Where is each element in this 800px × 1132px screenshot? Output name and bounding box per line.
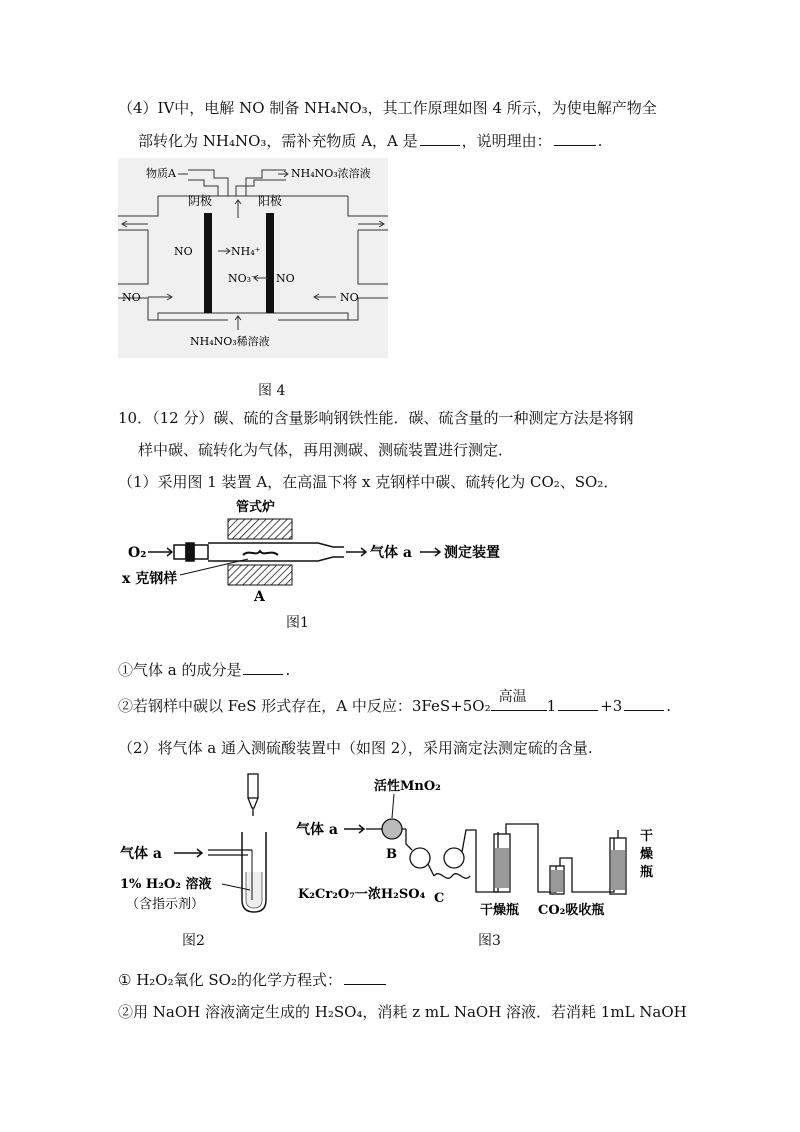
fig3-k2cr2o7-label: K₂Cr₂O₇一浓H₂SO₄	[298, 887, 426, 902]
fig2-gas-arrow	[174, 849, 202, 857]
fig4-anode-plate	[266, 213, 274, 313]
fig2-burette	[248, 774, 258, 816]
answer-blank-gas-a[interactable]	[243, 660, 283, 675]
fig3-co2-bottle-label: CO₂吸收瓶	[538, 903, 605, 918]
q1-item2	[118, 689, 672, 716]
fig1-sample-label: x 克钢样	[122, 571, 178, 587]
fig4-cathode-plate	[204, 213, 212, 313]
fig4-no-inlet-left: NO	[122, 291, 141, 304]
fig4-no3: NO₃⁻	[228, 272, 257, 285]
fig4-caption: 图 4	[258, 383, 286, 399]
fig1-gas-a-label: 气体 a	[370, 545, 412, 561]
fig3-b-label: B	[386, 847, 397, 862]
q1-item1-text: ①气体 a 的成分是	[118, 661, 242, 679]
figure-2-test-tube	[118, 772, 288, 922]
fig3-gas-arrow	[344, 825, 364, 833]
fig3-vertical-label-1: 干	[640, 829, 654, 844]
fig3-dry-bottle-label: 干燥瓶	[480, 903, 520, 918]
fig1-measure-arrow	[420, 548, 440, 556]
q1-item2-end: .	[666, 697, 672, 715]
q1-item2-coef1: 1	[546, 697, 557, 715]
fig3-vertical-label-3: 瓶	[640, 865, 654, 880]
fig1-furnace-top	[228, 519, 292, 539]
fig2-gas-a-label: 气体 a	[120, 846, 162, 862]
q10-line1: 10．（12 分）碳、硫的含量影响钢铁性能．碳、硫含量的一种测定方法是将钢	[118, 409, 634, 427]
q2-item2: ②用 NaOH 溶液滴定生成的 H₂SO₄，消耗 z mL NaOH 溶液．若消耗 1mL NaOH	[118, 1003, 687, 1021]
fig3-vertical-label-2: 燥	[640, 847, 654, 862]
fig3-mno2-pointer	[392, 794, 394, 818]
fig1-furnace-label: 管式炉	[236, 500, 276, 515]
fig3-final-dry-fill	[611, 850, 625, 890]
fig2-solution-label: 1% H₂O₂ 溶液	[120, 877, 212, 892]
fig1-a-label: A	[254, 589, 265, 605]
figure-1-tube-furnace	[118, 497, 538, 609]
reaction-condition-label: 高温	[498, 689, 527, 705]
q1-item1-end: .	[285, 661, 291, 679]
q1-item2-text: ②若钢样中碳以 FeS 形式存在，A 中反应：3FeS+5O₂	[118, 697, 491, 715]
fig2-caption: 图2	[182, 933, 205, 949]
fig3-c-label: C	[434, 891, 445, 906]
q2-item1-text: ① H₂O₂氧化 SO₂的化学方程式：	[118, 971, 342, 989]
fig1-furnace-bottom	[228, 565, 292, 585]
fig3-dry-bottle-fill	[495, 848, 509, 888]
fig4-substance-a-label: 物质A	[146, 167, 176, 180]
answer-blank-equation[interactable]	[344, 970, 386, 985]
fig4-no-right: NO	[276, 272, 295, 285]
fig4-nh4: NH₄⁺	[231, 245, 261, 258]
fig4-no-left: NO	[174, 245, 193, 258]
q4-line2	[138, 131, 602, 151]
q1-item2-coef2: +3	[600, 697, 623, 715]
fig3-co2-bottle-fill	[551, 870, 563, 892]
answer-blank-reason[interactable]	[554, 131, 596, 146]
q4-line2-text-b: ，说明理由：	[461, 132, 552, 150]
q1-item1	[118, 660, 290, 680]
q10-line3: （1）采用图 1 装置 A，在高温下将 x 克钢样中碳、硫转化为 CO₂、SO₂．	[118, 473, 619, 491]
fig4-background	[118, 158, 388, 358]
fig4-conc-solution-label: NH₄NO₃浓溶液	[291, 167, 371, 180]
figure-4-electrolysis-diagram	[118, 158, 388, 358]
fig1-out-arrow	[346, 548, 366, 556]
fig2-indicator-label: （含指示剂）	[126, 897, 205, 912]
q4-line1: （4）IV中，电解 NO 制备 NH₄NO₃，其工作原理如图 4 所示，为使电解产物全	[118, 99, 657, 117]
answer-blank-product1[interactable]	[558, 696, 598, 711]
fig3-caption: 图3	[478, 933, 501, 949]
fig4-no-inlet-right: NO	[340, 291, 359, 304]
answer-blank-product2[interactable]	[624, 696, 664, 711]
q2-line: （2）将气体 a 通入测硫酸装置中（如图 2），采用滴定法测定硫的含量.	[118, 739, 593, 757]
figure-3-absorption-apparatus	[294, 772, 664, 922]
q2-item1	[118, 970, 388, 990]
fig1-sample-boat	[243, 551, 278, 555]
q10-line2: 样中碳、硫转化为气体，再用测碳、测硫装置进行测定．	[138, 441, 514, 459]
q4-line2-text-c: .	[597, 132, 603, 150]
fig3-gas-a-label: 气体 a	[296, 822, 338, 838]
fig1-o2-label: O₂	[128, 545, 147, 561]
fig1-o2-arrow	[148, 548, 172, 556]
reaction-condition	[491, 689, 547, 711]
fig3-mno2-label: 活性MnO₂	[374, 779, 441, 794]
answer-blank-a[interactable]	[420, 131, 460, 146]
fig4-dilute-solution-label: NH₄NO₃稀溶液	[190, 335, 270, 348]
q4-line2-text-a: 部转化为 NH₄NO₃，需补充物质 A，A 是	[138, 132, 418, 150]
fig1-caption: 图1	[286, 615, 309, 631]
fig4-anode-label: 阳极	[258, 194, 283, 208]
fig1-measure-label: 测定装置	[444, 545, 500, 561]
fig4-cathode-label: 阴极	[188, 194, 213, 208]
